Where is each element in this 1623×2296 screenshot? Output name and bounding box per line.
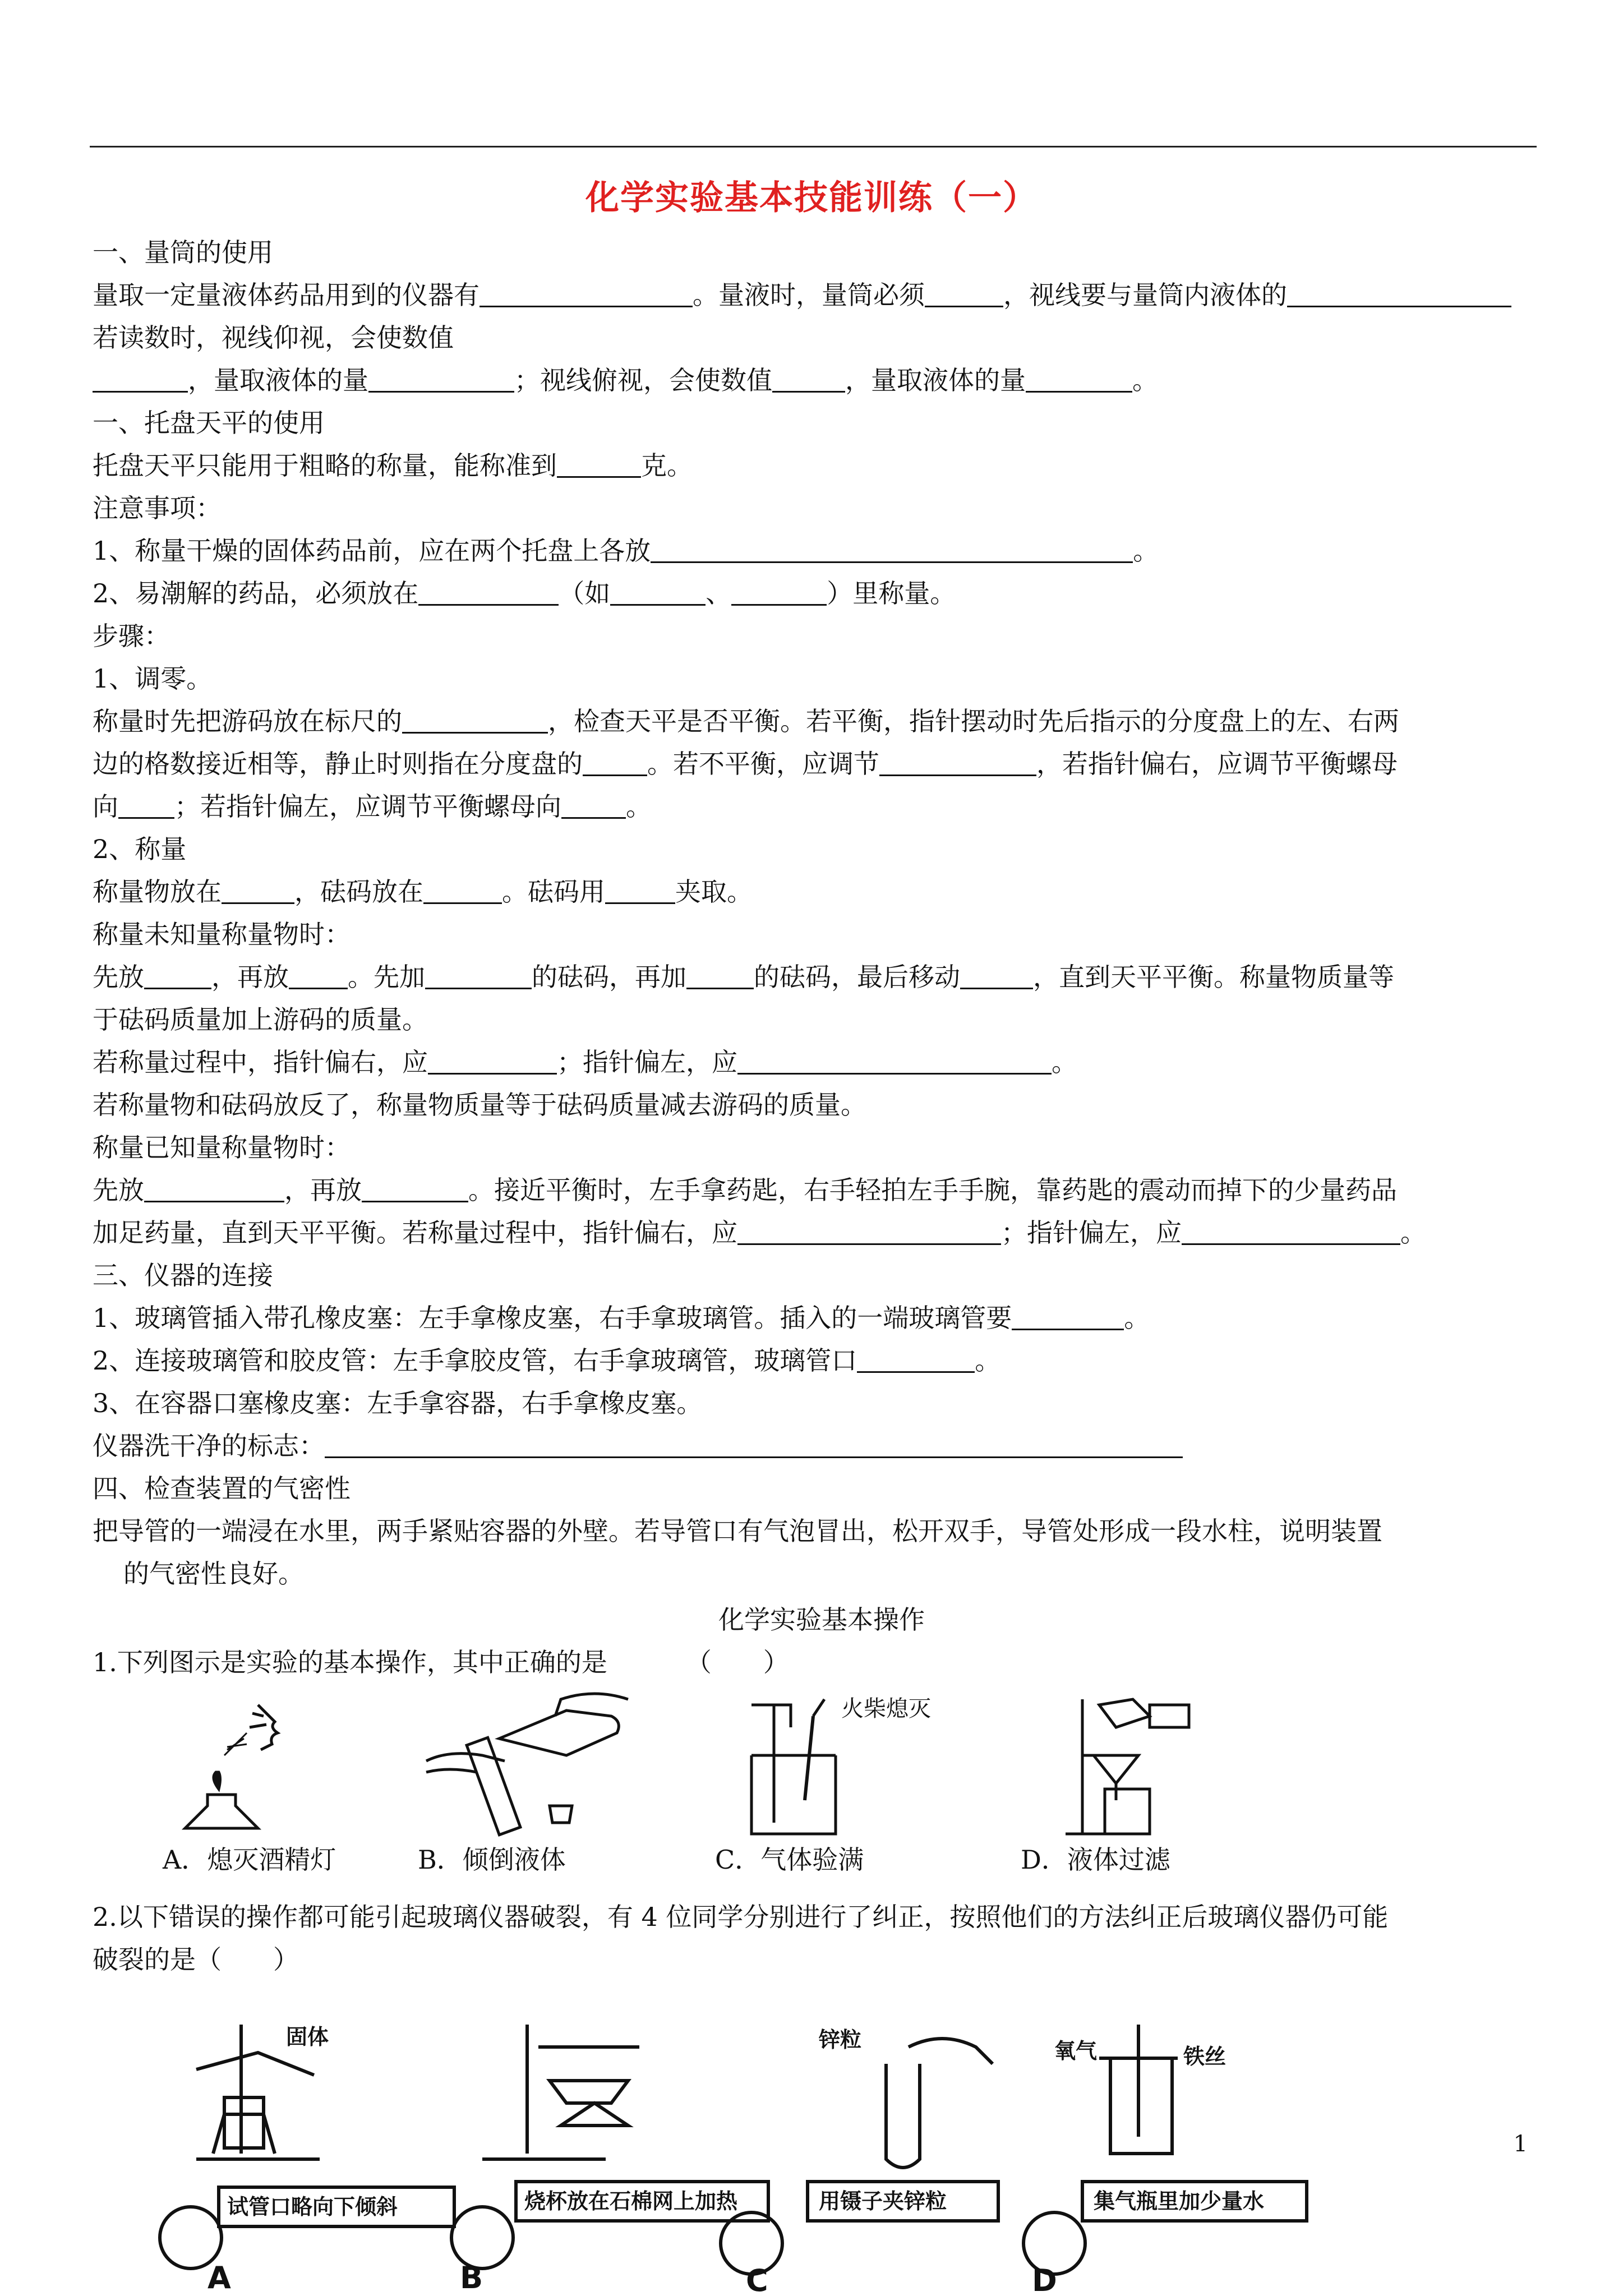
text-line: 把导管的一端浸在水里，两手紧贴容器的外壁。若导管口有气泡冒出，松开双手，导管处形成一段水柱，说明装置 [93, 1516, 1382, 1546]
answer-blank[interactable] [561, 791, 626, 819]
text: 先放 [93, 962, 144, 992]
text: ；指针偏左，应 [1001, 1218, 1182, 1248]
q2-figures [146, 2013, 1380, 2294]
text: 2、易潮解的药品，必须放在 [93, 578, 419, 608]
text-line [93, 444, 1551, 487]
answer-blank[interactable] [479, 280, 693, 307]
text-line: 1、调零。 [93, 663, 213, 694]
text-line [93, 1297, 1551, 1339]
answer-blank[interactable] [1026, 365, 1132, 393]
question-2 [93, 1896, 1551, 1981]
text-line [93, 274, 1551, 316]
text: 若称量过程中，指针偏右，应 [93, 1047, 428, 1077]
answer-blank[interactable] [423, 877, 502, 904]
text-line: 若读数时，视线仰视，会使数值 [93, 322, 454, 353]
text-line: 称量已知量称量物时： [93, 1132, 351, 1163]
text: 称量时先把游码放在标尺的 [93, 706, 402, 736]
section-heading: 四、检查装置的气密性 [93, 1473, 351, 1504]
answer-blank[interactable] [325, 1431, 1183, 1458]
filtration-icon [1060, 1694, 1206, 1839]
text: 。 [1124, 1303, 1150, 1333]
text: ，砝码放在 [294, 877, 423, 907]
text: 。 [1400, 1218, 1426, 1248]
letter-c: C [746, 2263, 768, 2296]
tag-iron-wire: 铁丝 [1183, 2044, 1227, 2069]
answer-blank[interactable] [1287, 280, 1511, 307]
answer-blank[interactable] [879, 749, 1036, 776]
text: 克。 [641, 450, 693, 481]
text-line [93, 700, 1551, 743]
answer-blank[interactable] [605, 877, 675, 904]
answer-blank[interactable] [118, 791, 174, 819]
answer-blank[interactable] [651, 536, 1133, 563]
text: ，若指针偏右，应调节平衡螺母 [1036, 749, 1398, 779]
answer-blank[interactable] [418, 578, 559, 606]
question-1 [93, 1641, 1551, 1684]
text: 。 [626, 791, 652, 822]
text: 的砝码，最后移动 [754, 962, 960, 992]
text: 。先加 [348, 962, 425, 992]
figure-a-blowing-lamp [174, 1694, 342, 1839]
text-line: 称量未知量称量物时： [93, 919, 351, 949]
text: 向 [93, 791, 118, 822]
answer-blank[interactable] [368, 365, 514, 393]
answer-blank[interactable] [425, 962, 532, 989]
answer-blank[interactable] [737, 1218, 1001, 1245]
text-line: 破裂的是（ ） [93, 1944, 299, 1975]
text: 夹取。 [675, 877, 753, 907]
q2-illustration [146, 2013, 1380, 2294]
text: 、 [706, 578, 732, 608]
text: 。量液时，量筒必须 [693, 280, 925, 310]
answer-blank[interactable] [557, 450, 641, 478]
text-line [93, 1169, 1551, 1211]
text: 。若不平衡，应调节 [647, 749, 879, 779]
figure-c-gas-test [735, 1694, 937, 1839]
text: ，直到天平平衡。称量物质量等 [1033, 962, 1394, 992]
text-line: 3、在容器口塞橡皮塞：左手拿容器，右手拿橡皮塞。 [93, 1388, 703, 1418]
bubble-b: 烧杯放在石棉网上加热 [524, 2189, 738, 2214]
text-line: 2、称量 [93, 834, 187, 864]
text: （如 [559, 578, 611, 608]
letter-d: D [1032, 2263, 1057, 2296]
section-heading: 三、仪器的连接 [93, 1260, 273, 1290]
bubble-d: 集气瓶里加少量水 [1094, 2189, 1265, 2214]
answer-blank[interactable] [93, 365, 188, 393]
answer-blank[interactable] [737, 1047, 1052, 1075]
text: 。接近平衡时，左手拿药匙，右手轻拍左手手腕，靠药匙的震动而掉下的少量药品 [468, 1175, 1397, 1205]
text: 称量物放在 [93, 877, 222, 907]
answer-blank[interactable] [1182, 1218, 1400, 1245]
match-label: 火柴熄灭 [841, 1696, 931, 1722]
figure-d-filtration [1060, 1694, 1206, 1839]
text: 仪器洗干净的标志： [93, 1431, 325, 1461]
text-line: 于砝码质量加上游码的质量。 [93, 1004, 428, 1035]
text: 2、连接玻璃管和胶皮管：左手拿胶皮管，右手拿玻璃管，玻璃管口 [93, 1345, 857, 1376]
caption-b: B．倾倒液体 [418, 1845, 566, 1875]
pouring-liquid-icon [421, 1694, 634, 1839]
text: ；若指针偏左，应调节平衡螺母向 [174, 791, 561, 822]
text-line [93, 1339, 1551, 1382]
tag-oxygen: 氧气 [1054, 2039, 1098, 2063]
answer-blank[interactable] [960, 962, 1033, 989]
bubble-c: 用镊子夹锌粒 [819, 2189, 947, 2214]
lamp-blowing-icon [174, 1694, 342, 1839]
text: 的砝码，再加 [532, 962, 686, 992]
text: 量取一定量液体药品用到的仪器有 [93, 280, 479, 310]
text-line [93, 743, 1551, 785]
text: 。 [1052, 1047, 1077, 1077]
text-line [93, 870, 1551, 913]
text: ；视线俯视，会使数值 [514, 365, 772, 395]
caption-d: D．液体过滤 [1021, 1845, 1170, 1875]
text-line [93, 1424, 1551, 1467]
answer-blank[interactable] [772, 365, 845, 393]
text: 先放 [93, 1175, 144, 1205]
answer-blank[interactable] [610, 578, 706, 606]
text: ，再放 [211, 962, 289, 992]
text: ，再放 [284, 1175, 362, 1205]
text: 托盘天平只能用于粗略的称量，能称准到 [93, 450, 557, 481]
letter-a: A [208, 2260, 231, 2295]
page-number: 1 [1513, 2131, 1528, 2157]
ops-heading: 化学实验基本操作 [718, 1605, 925, 1635]
figure-b-pouring-liquid [421, 1694, 634, 1839]
text-line [93, 1041, 1551, 1084]
text: 。砝码用 [502, 877, 605, 907]
text: ）里称量。 [827, 578, 956, 608]
gas-bottle-icon [735, 1694, 937, 1839]
text: 。 [1133, 536, 1159, 566]
tag-solid: 固体 [286, 2025, 329, 2049]
text: 1、玻璃管插入带孔橡皮塞：左手拿橡皮塞，右手拿玻璃管。插入的一端玻璃管要 [93, 1303, 1012, 1333]
q1-figures [163, 1694, 1453, 1896]
text: ，量取液体的量 [845, 365, 1026, 395]
answer-blank[interactable] [289, 962, 348, 989]
bubble-a: 试管口略向下倾斜 [227, 2194, 398, 2219]
text: ，视线要与量筒内液体的 [1003, 280, 1287, 310]
text: ，检查天平是否平衡。若平衡，指针摆动时先后指示的分度盘上的左、右两 [548, 706, 1399, 736]
text-line: 步骤： [93, 621, 170, 651]
text: ，量取液体的量 [188, 365, 368, 395]
text-line: 2.以下错误的操作都可能引起玻璃仪器破裂，有 4 位同学分别进行了纠正，按照他们的方法纠正后玻璃仪器仍可能 [93, 1902, 1389, 1932]
answer-blank[interactable] [222, 877, 294, 904]
text: 边的格数接近相等，静止时则指在分度盘的 [93, 749, 583, 779]
answer-blank[interactable] [428, 1047, 557, 1075]
text-line [93, 359, 1551, 402]
caption-c: C．气体验满 [715, 1845, 864, 1875]
answer-blank[interactable] [144, 962, 211, 989]
answer-paren[interactable]: （ ） [685, 1647, 789, 1677]
text: 1.下列图示是实验的基本操作，其中正确的是 [93, 1647, 607, 1677]
text-line [93, 529, 1551, 572]
page-title: 化学实验基本技能训练（一） [585, 178, 1038, 218]
answer-blank[interactable] [686, 962, 754, 989]
answer-blank[interactable] [925, 280, 1003, 307]
tag-zinc: 锌粒 [819, 2027, 862, 2052]
text-line [93, 572, 1551, 615]
answer-blank[interactable] [144, 1175, 284, 1202]
text-line: 注意事项： [93, 493, 222, 523]
answer-blank[interactable] [402, 706, 548, 734]
text: 1、称量干燥的固体药品前，应在两个托盘上各放 [93, 536, 651, 566]
answer-blank[interactable] [1012, 1303, 1124, 1330]
answer-blank[interactable] [857, 1345, 975, 1373]
text: ；指针偏左，应 [557, 1047, 737, 1077]
text: 。 [975, 1345, 1001, 1376]
text-line [93, 785, 1551, 828]
header-rule [90, 146, 1537, 147]
text-line [93, 956, 1551, 998]
answer-blank[interactable] [583, 749, 647, 776]
answer-blank[interactable] [731, 578, 827, 606]
text-line: 的气密性良好。 [123, 1559, 304, 1589]
letter-b: B [460, 2260, 483, 2295]
worksheet-body [93, 231, 1551, 1684]
section-heading: 一、托盘天平的使用 [93, 408, 325, 438]
text: 。 [1132, 365, 1158, 395]
caption-a: A．熄灭酒精灯 [163, 1845, 336, 1875]
text-line [93, 1211, 1551, 1254]
text: 加足药量，直到天平平衡。若称量过程中，指针偏右，应 [93, 1218, 737, 1248]
section-heading: 一、量筒的使用 [93, 237, 273, 268]
answer-blank[interactable] [362, 1175, 468, 1202]
text-line: 若称量物和砝码放反了，称量物质量等于砝码质量减去游码的质量。 [93, 1090, 866, 1120]
